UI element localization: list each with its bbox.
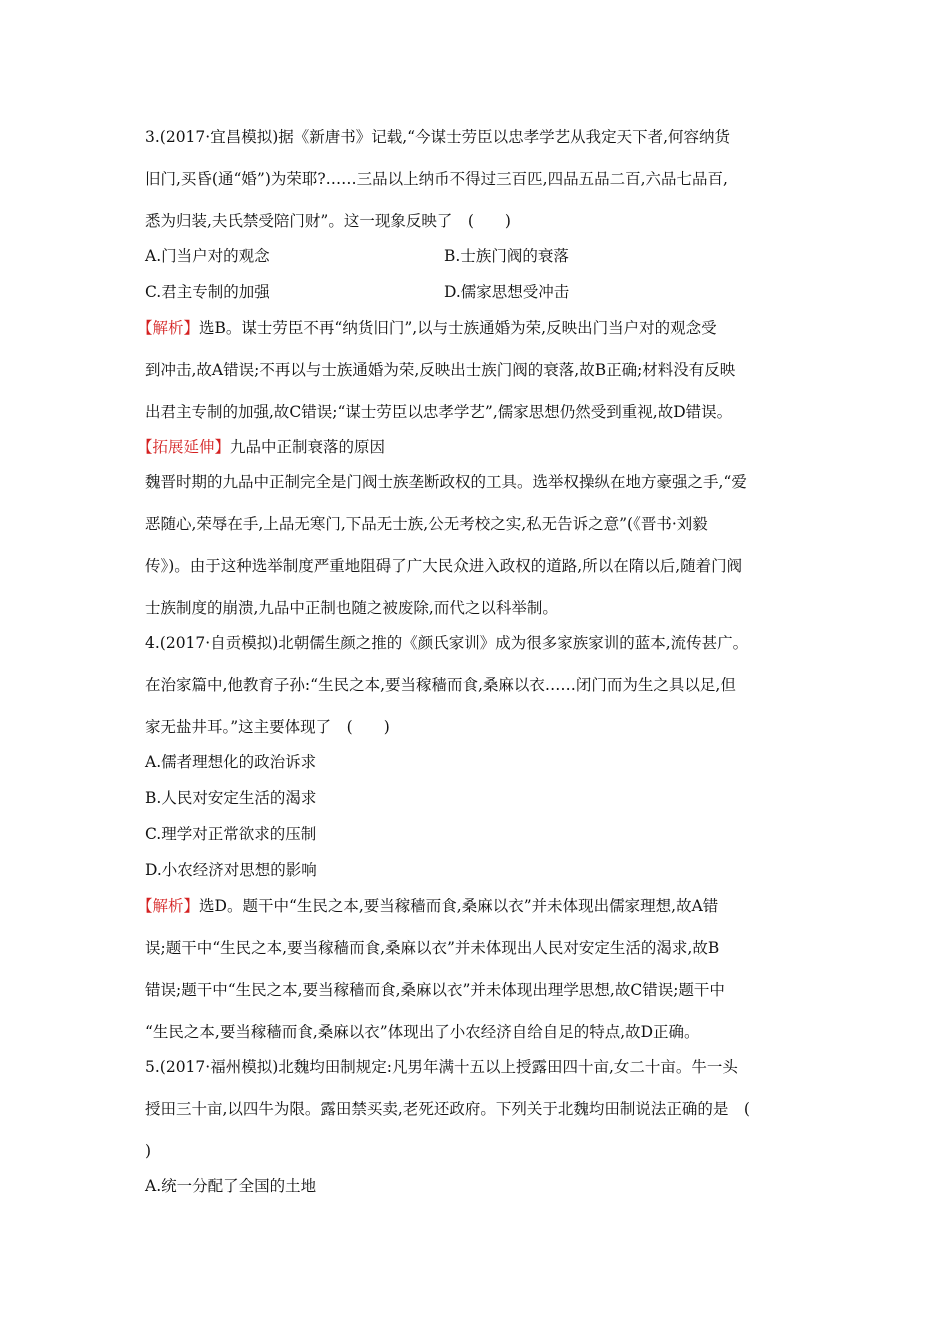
- q4-option-a: A.儒者理想化的政治诉求: [145, 753, 317, 771]
- q4-stem-line-1: 4.(2017·自贡模拟)北朝儒生颜之推的《颜氏家训》成为很多家族家训的蓝本,流传甚广。: [145, 634, 749, 652]
- q5-stem-line-3: ): [145, 1142, 152, 1160]
- q3-extension-line-1: 魏晋时期的九品中正制完全是门阀士族垄断政权的工具。选举权操纵在地方豪强之手,“爱: [145, 473, 747, 491]
- q3-option-d: D.儒家思想受冲击: [444, 283, 570, 301]
- q4-stem-line-2: 在治家篇中,他教育子孙:“生民之本,要当稼穑而食,桑麻以衣……闭门而为生之具以足,但: [145, 676, 736, 694]
- q4-analysis-line-1: [137, 896, 718, 916]
- q3-extension-title: 九品中正制衰落的原因: [230, 438, 386, 456]
- q3-stem-line-2: 旧门,买昏(通“婚”)为荣耶?……三品以上纳币不得过三百匹,四品五品二百,六品七品百,: [145, 170, 728, 188]
- q3-analysis-tag: 【解析】: [137, 319, 200, 337]
- q3-analysis-line-2: 到冲击,故A错误;不再以与士族通婚为荣,反映出士族门阀的衰落,故B正确;材料没有反映: [145, 361, 736, 379]
- q4-analysis-line-4: “生民之本,要当稼穑而食,桑麻以衣”体现出了小农经济自给自足的特点,故D正确。: [145, 1023, 700, 1041]
- q3-extension-tag: 【拓展延伸】: [137, 438, 231, 456]
- q4-analysis-tag: 【解析】: [137, 897, 200, 915]
- q3-stem-line-3: 悉为归装,夫氏禁受陪门财”。这一现象反映了 ( ): [145, 212, 511, 230]
- q4-analysis-text-1: 选D。题干中“生民之本,要当稼穑而食,桑麻以衣”并未体现出儒家理想,故A错: [199, 897, 719, 915]
- q4-analysis-line-2: 误;题干中“生民之本,要当稼穑而食,桑麻以衣”并未体现出人民对安定生活的渴求,故B: [145, 939, 720, 957]
- q4-option-d: D.小农经济对思想的影响: [145, 861, 317, 879]
- q4-stem-line-3: 家无盐井耳。”这主要体现了 ( ): [145, 718, 390, 736]
- q3-extension-line-3: 传》)。由于这种选举制度严重地阻碍了广大民众进入政权的道路,所以在隋以后,随着门阀: [145, 557, 743, 575]
- q3-extension-heading: [137, 437, 385, 457]
- q5-stem-line-1: 5.(2017·福州模拟)北魏均田制规定:凡男年满十五以上授露田四十亩,女二十亩。牛一头: [145, 1058, 738, 1076]
- q3-analysis-line-1: [137, 318, 717, 338]
- q4-option-c: C.理学对正常欲求的压制: [145, 825, 317, 843]
- q4-option-b: B.人民对安定生活的渴求: [145, 789, 317, 807]
- q3-option-a: A.门当户对的观念: [145, 247, 270, 265]
- q3-option-b: B.士族门阀的衰落: [444, 247, 569, 265]
- q3-extension-line-4: 士族制度的崩溃,九品中正制也随之被废除,而代之以科举制。: [145, 599, 558, 617]
- q3-stem-line-1: 3.(2017·宜昌模拟)据《新唐书》记载,“今谋士劳臣以忠孝学艺从我定天下者,何容纳货: [145, 128, 731, 146]
- q4-analysis-line-3: 错误;题干中“生民之本,要当稼穑而食,桑麻以衣”并未体现出理学思想,故C错误;题干中: [145, 981, 725, 999]
- q3-analysis-line-3: 出君主专制的加强,故C错误;“谋士劳臣以忠孝学艺”,儒家思想仍然受到重视,故D错误。: [145, 403, 733, 421]
- q3-analysis-text-1: 选B。谋士劳臣不再“纳货旧门”,以与士族通婚为荣,反映出门当户对的观念受: [199, 319, 717, 337]
- q3-option-c: C.君主专制的加强: [145, 283, 270, 301]
- q3-extension-line-2: 恶随心,荣辱在手,上品无寒门,下品无士族,公无考校之实,私无告诉之意”(《晋书·刘毅: [145, 515, 708, 533]
- q5-stem-line-2: 授田三十亩,以四牛为限。露田禁买卖,老死还政府。下列关于北魏均田制说法正确的是 (: [145, 1100, 750, 1118]
- q5-option-a: A.统一分配了全国的土地: [145, 1177, 317, 1195]
